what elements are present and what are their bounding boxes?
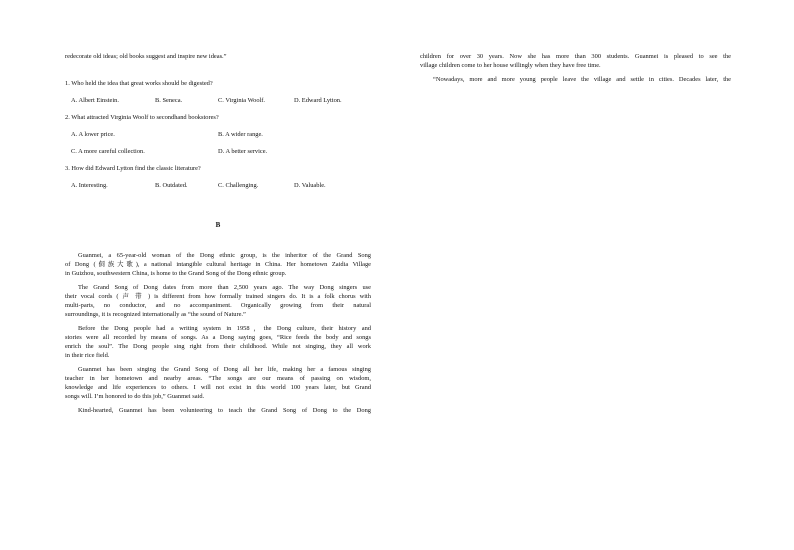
option-c: C. A more careful collection. <box>71 148 145 155</box>
passage-paragraph-1 <box>65 251 371 278</box>
paragraph-line: children for over 30 years. Now she has more than 300 students. Guanmei is pleased to see the <box>420 53 731 60</box>
paragraph-line: Before the Dong people had a writing system in 1958，the Dong culture, their history and <box>78 325 371 332</box>
option-a: A. Interesting. <box>71 182 108 189</box>
question-1 <box>65 79 371 105</box>
option-b: B. Outdated. <box>155 182 188 189</box>
section-heading: B <box>215 221 221 229</box>
paragraph-line: Kind-hearted, Guanmei has been volunteering to teach the Grand Song of Dong to the Dong <box>78 407 371 414</box>
question-options <box>65 181 371 190</box>
paragraph-line: songs will. I’m honored to do this job,” Guanmei said. <box>65 393 205 400</box>
paragraph-line: The Grand Song of Dong dates from more than 2,500 years ago. The way Dong singers use <box>78 284 371 291</box>
left-column <box>65 52 371 415</box>
question-text: 1. Who held the idea that great works should be digested? <box>65 80 213 87</box>
paragraph-line: of Dong (侗族大歌), a national intangible cultural heritage in China. Her hometown Zaidia Village <box>65 261 371 268</box>
right-column <box>420 52 731 84</box>
option-c: C. Virginia Woolf. <box>218 97 266 104</box>
passage-paragraph-5 <box>65 406 371 415</box>
question-options <box>65 96 371 105</box>
paragraph-line: “Nowadays, more and more young people leave the village and settle in cities. Decades later, the <box>433 76 731 83</box>
option-d: D. Edward Lytton. <box>294 97 342 104</box>
question-text: 3. How did Edward Lytton find the classic literature? <box>65 165 201 172</box>
paragraph-line: their vocal cords ( 声 带 ) is different from how formally trained singers do. It is a folk chorus with <box>65 293 371 300</box>
paragraph-line: Guanmei, a 65-year-old woman of the Dong ethnic group, is the inheritor of the Grand Song <box>78 252 371 259</box>
passage-paragraph-2 <box>65 283 371 319</box>
question-3 <box>65 164 371 190</box>
paragraph-line: surroundings, it is recognized internationally as “the sound of Nature.” <box>65 311 246 318</box>
passage-paragraph-3 <box>65 324 371 360</box>
paragraph-line: multi-parts, no conductor, and no accompaniment. Organically growing from their natural <box>65 302 371 309</box>
paragraph-line: enrich the soul”. The Dong people sing right from their childhood. While not singing, they all work <box>65 343 371 350</box>
passage-paragraph-4 <box>65 365 371 401</box>
passage-paragraph-next <box>420 75 731 84</box>
option-a: A. A lower price. <box>71 131 115 138</box>
paragraph-line: in Guizhou, southwestern China, is home to the Grand Song of the Dong ethnic group. <box>65 270 287 277</box>
question-2 <box>65 113 371 156</box>
paragraph-line: stories were all recorded by means of songs. As a Dong saying goes, “Rice feeds the body and songs <box>65 334 371 341</box>
option-a: A. Albert Einstein. <box>71 97 119 104</box>
option-b: B. Seneca. <box>155 97 183 104</box>
paragraph-line: in their rice field. <box>65 352 110 359</box>
passage-paragraph-continued <box>420 52 731 70</box>
option-d: D. A better service. <box>218 148 268 155</box>
intro-line: redecorate old ideas; old books suggest and inspire new ideas.” <box>65 53 227 60</box>
paragraph-line: Guanmei has been singing the Grand Song of Dong all her life, making her a famous singing <box>78 366 371 373</box>
option-c: C. Challenging. <box>218 182 259 189</box>
option-b: B. A wider range. <box>218 131 263 138</box>
option-d: D. Valuable. <box>294 182 326 189</box>
question-text: 2. What attracted Virginia Woolf to secondhand bookstores? <box>65 114 219 121</box>
paragraph-line: knowledge and life experiences to others. I will not exist in this world 100 years later, but Grand <box>65 384 371 391</box>
paragraph-line: village children come to her house willingly when they have free time. <box>420 62 601 69</box>
question-options <box>65 147 371 156</box>
question-options <box>65 130 371 139</box>
paragraph-line: teacher in her hometown and nearby areas. “The songs are our means of passing on wisdom, <box>65 375 371 382</box>
